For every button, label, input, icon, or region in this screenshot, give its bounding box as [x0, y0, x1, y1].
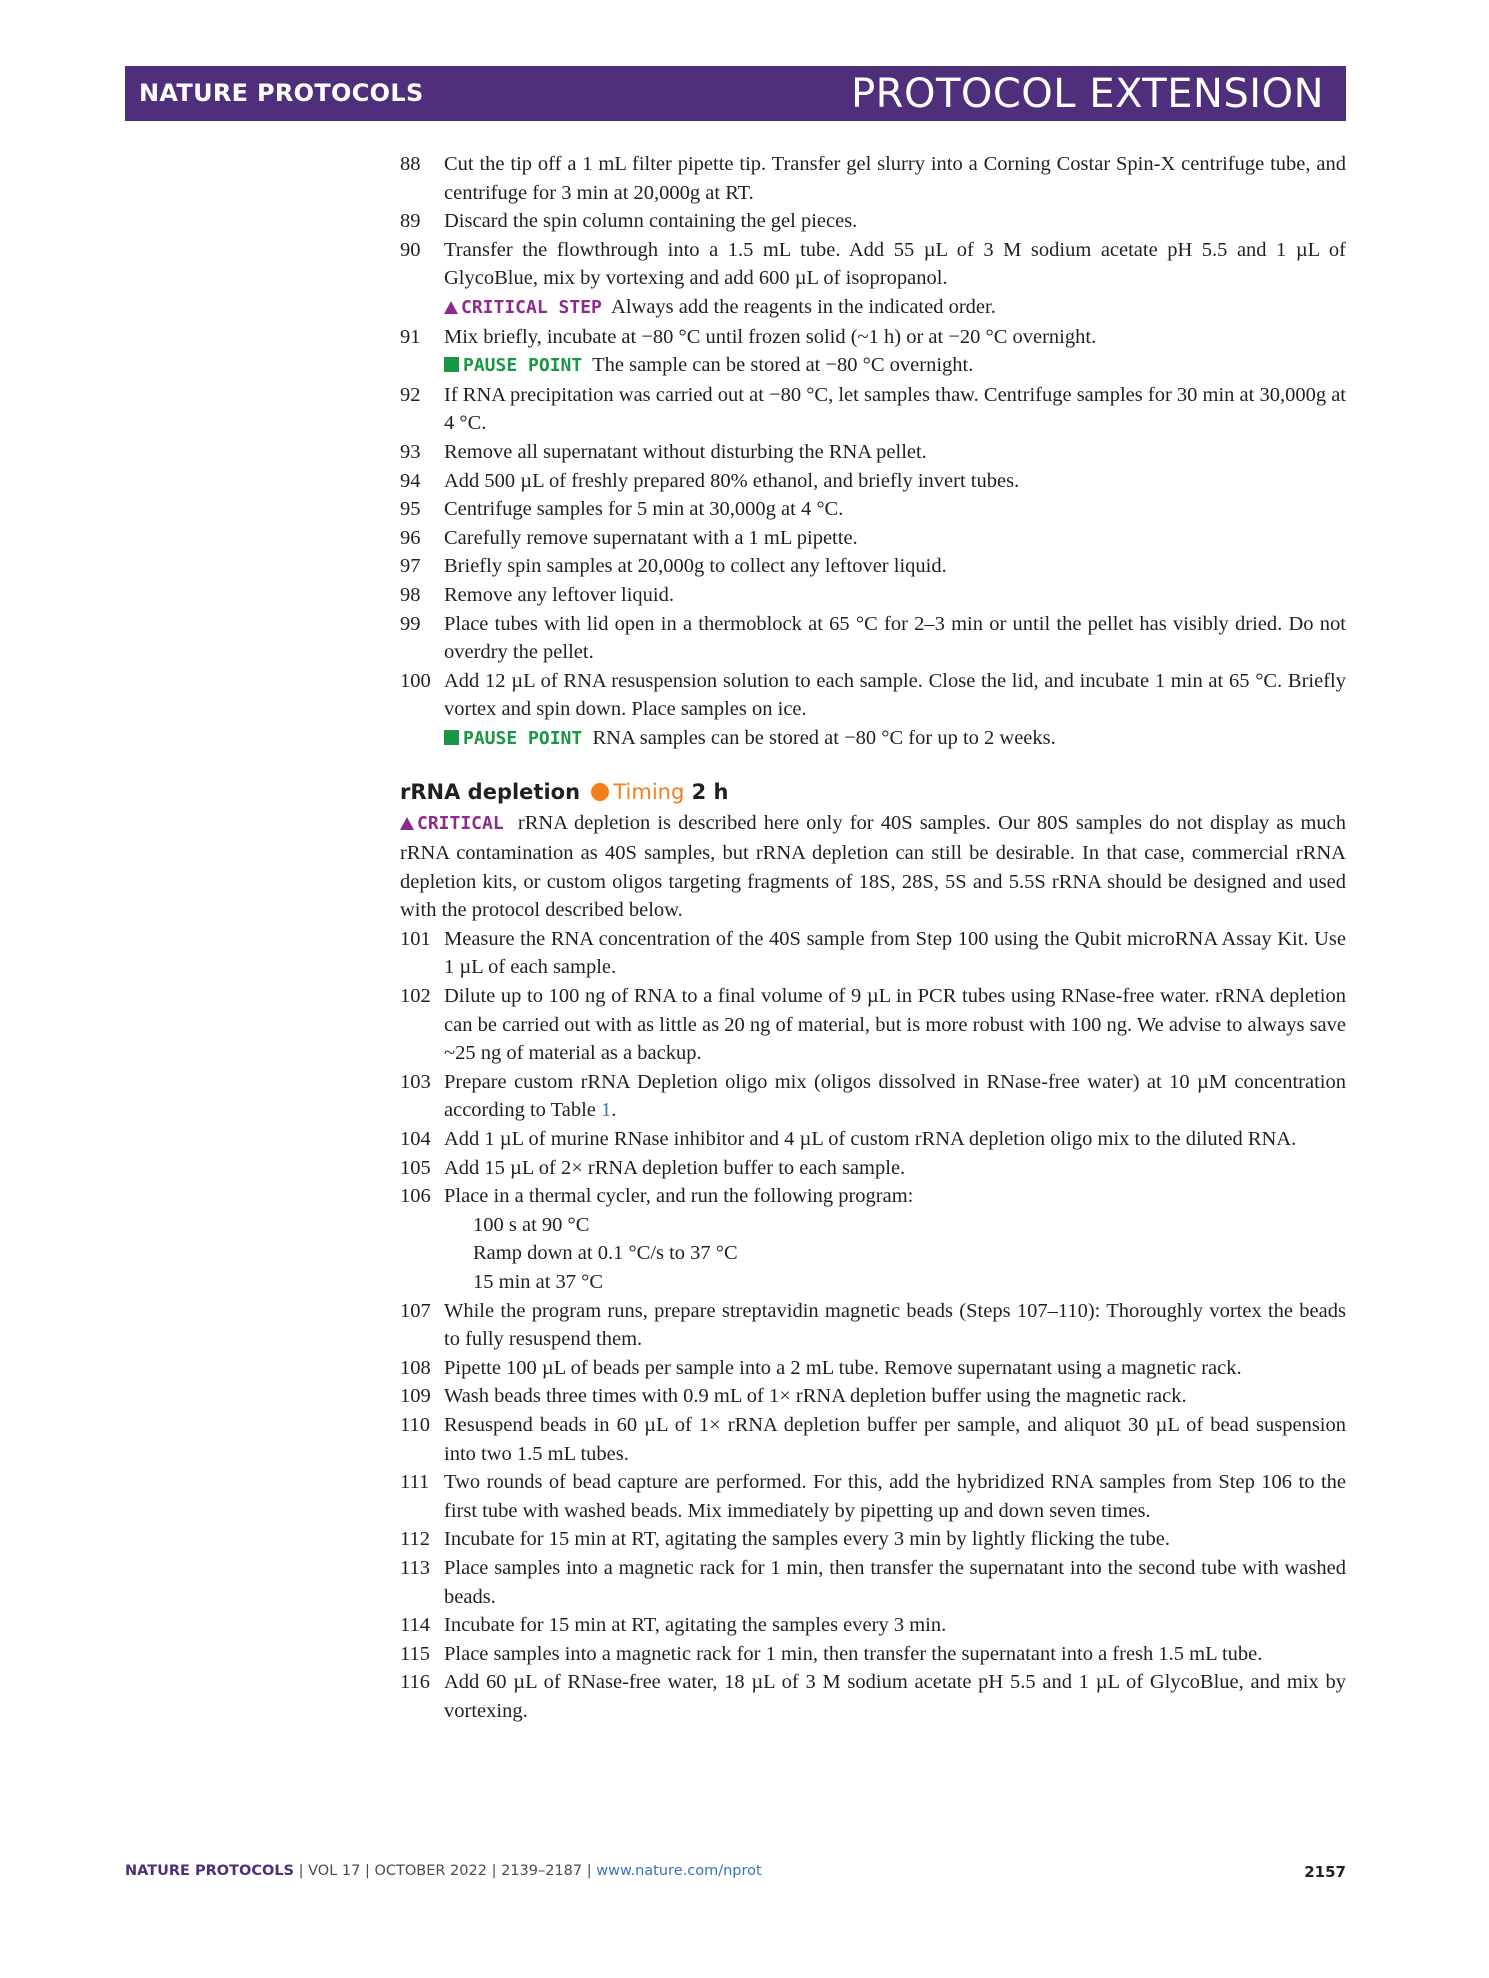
step-item: 105 Add 15 µL of 2× rRNA depletion buffer to each sample.	[400, 1156, 906, 1179]
step-item: 103 Prepare custom rRNA Depletion oligo mix (oligos dissolved in RNase-free water) at 10 µM concentration according to Table 1.	[400, 1070, 1346, 1122]
step-item: 99 Place tubes with lid open in a thermoblock at 65 °C for 2–3 min or until the pellet has visibly dried. Do not overdry the pellet.	[400, 612, 1346, 664]
footer-date: OCTOBER 2022	[374, 1863, 487, 1879]
step-item: 113 Place samples into a magnetic rack for 1 min, then transfer the supernatant into the second tube with washed beads.	[400, 1556, 1346, 1608]
pause-point-note: PAUSE POINT RNA samples can be stored at −80 °C for up to 2 weeks.	[444, 724, 1346, 754]
page-footer: NATURE PROTOCOLS | VOL 17 | OCTOBER 2022 | 2139–2187 | www.nature.com/nprot 2157	[125, 1863, 1346, 1881]
step-item: 88 Cut the tip off a 1 mL filter pipette tip. Transfer gel slurry into a Corning Costar Spin-X centrifuge tube, and centrifuge for 3 min at 20,000g at RT.	[400, 153, 1346, 204]
step-item: 109 Wash beads three times with 0.9 mL of 1× rRNA depletion buffer using the magnetic rack.	[400, 1385, 1187, 1408]
step-item: 96 Carefully remove supernatant with a 1 mL pipette.	[400, 526, 858, 549]
pause-square-icon	[444, 357, 459, 372]
article-type: PROTOCOL EXTENSION	[851, 71, 1324, 117]
step-item: 114 Incubate for 15 min at RT, agitating the samples every 3 min.	[400, 1614, 947, 1637]
footer-journal: NATURE PROTOCOLS	[125, 1863, 295, 1879]
footer-volume: VOL 17	[308, 1863, 361, 1879]
critical-step-note: CRITICAL STEP Always add the reagents in the indicated order.	[444, 293, 1346, 323]
step-item: 104 Add 1 µL of murine RNase inhibitor and 4 µL of custom rRNA depletion oligo mix to the diluted RNA.	[400, 1128, 1297, 1150]
section-heading	[400, 777, 1346, 807]
step-item: 106 Place in a thermal cycler, and run the following program: 100 s at 90 °C Ramp down at 0.1 °C/s to 37 °C 15 min at 37 °C	[400, 1182, 1346, 1296]
step-item: 93 Remove all supernatant without disturbing the RNA pellet.	[400, 440, 927, 463]
step-item: 116 Add 60 µL of RNase-free water, 18 µL of 3 M sodium acetate pH 5.5 and 1 µL of GlycoBlue, and mix by vortexing.	[400, 1671, 1346, 1722]
step-list	[400, 925, 1346, 1726]
footer-pages: 2139–2187	[501, 1863, 583, 1879]
page-number: 2157	[1304, 1863, 1346, 1881]
timing-label: Timing	[613, 780, 685, 805]
step-item: 115 Place samples into a magnetic rack for 1 min, then transfer the supernatant into a fresh 1.5 mL tube.	[400, 1642, 1263, 1665]
step-item: 94 Add 500 µL of freshly prepared 80% ethanol, and briefly invert tubes.	[400, 469, 1020, 492]
main-content	[400, 150, 1346, 1725]
step-item: 100 Add 12 µL of RNA resuspension solution to each sample. Close the lid, and incubate 1 min at 65 °C. Briefly vortex and spin down. Place samples on ice. PAUSE POINT RNA samples can be stored at −80 °C for up to 2 weeks.	[400, 667, 1346, 754]
step-item: 111 Two rounds of bead capture are performed. For this, add the hybridized RNA samples from Step 106 to the first tube with washed beads. Mix immediately by pipetting up and down seven times.	[400, 1471, 1346, 1522]
critical-triangle-icon	[400, 817, 414, 830]
step-item: 95 Centrifuge samples for 5 min at 30,000g at 4 °C.	[400, 498, 844, 521]
step-item: 110 Resuspend beads in 60 µL of 1× rRNA depletion buffer per sample, and aliquot 30 µL of bead suspension into two 1.5 mL tubes.	[400, 1413, 1346, 1465]
step-item: 90 Transfer the flowthrough into a 1.5 mL tube. Add 55 µL of 3 M sodium acetate pH 5.5 and 1 µL of GlycoBlue, mix by vortexing and add 600 µL of isopropanol. CRITICAL STEP Always add the reagents in the indicated order.	[400, 236, 1346, 323]
program-line: 100 s at 90 °C	[473, 1213, 590, 1236]
critical-paragraph: CRITICAL rRNA depletion is described here only for 40S samples. Our 80S samples do not display as much rRNA contamination as 40S samples, but rRNA depletion can still be desirable. In that case, commercial rRNA depletion kits, or custom oligos targeting fragments of 18S, 28S, 5S and 5.5S rRNA should be designed and used with the protocol described below.	[400, 812, 1346, 922]
program-line: Ramp down at 0.1 °C/s to 37 °C	[473, 1242, 738, 1265]
step-item: 97 Briefly spin samples at 20,000g to collect any leftover liquid.	[400, 555, 947, 578]
step-item: 101 Measure the RNA concentration of the 40S sample from Step 100 using the Qubit microRNA Assay Kit. Use 1 µL of each sample.	[400, 927, 1346, 979]
timing-value: 2 h	[691, 780, 729, 805]
step-item: 92 If RNA precipitation was carried out at −80 °C, let samples thaw. Centrifuge samples for 30 min at 30,000g at 4 °C.	[400, 383, 1346, 435]
step-item: 102 Dilute up to 100 ng of RNA to a final volume of 9 µL in PCR tubes using RNase-free water. rRNA depletion can be carried out with as little as 20 ng of material, but is more robust with 100 ng. We advise to always save ~25 ng of material as a backup.	[400, 985, 1346, 1065]
step-item: 89 Discard the spin column containing the gel pieces.	[400, 210, 858, 233]
footer-url-link[interactable]: www.nature.com/nprot	[596, 1863, 762, 1879]
journal-banner	[125, 66, 1346, 121]
step-item: 107 While the program runs, prepare streptavidin magnetic beads (Steps 107–110): Thoroughly vortex the beads to fully resuspend them.	[400, 1299, 1346, 1351]
step-item: 98 Remove any leftover liquid.	[400, 583, 674, 606]
pause-point-note: PAUSE POINT The sample can be stored at −80 °C overnight.	[444, 351, 1346, 381]
step-item: 108 Pipette 100 µL of beads per sample into a 2 mL tube. Remove supernatant using a magnetic rack.	[400, 1356, 1242, 1379]
step-item: 112 Incubate for 15 min at RT, agitating the samples every 3 min by lightly flicking the tube.	[400, 1528, 1170, 1551]
timing-dot-icon	[591, 783, 609, 801]
critical-triangle-icon	[444, 301, 458, 314]
section-title: rRNA depletion	[400, 780, 581, 805]
step-item: 91 Mix briefly, incubate at −80 °C until frozen solid (~1 h) or at −20 °C overnight. PAUSE POINT The sample can be stored at −80 °C overnight.	[400, 323, 1346, 381]
step-list	[400, 150, 1346, 753]
table-link[interactable]: 1	[601, 1099, 612, 1122]
pause-square-icon	[444, 730, 459, 745]
program-line: 15 min at 37 °C	[473, 1270, 604, 1293]
journal-name: NATURE PROTOCOLS	[139, 79, 424, 107]
